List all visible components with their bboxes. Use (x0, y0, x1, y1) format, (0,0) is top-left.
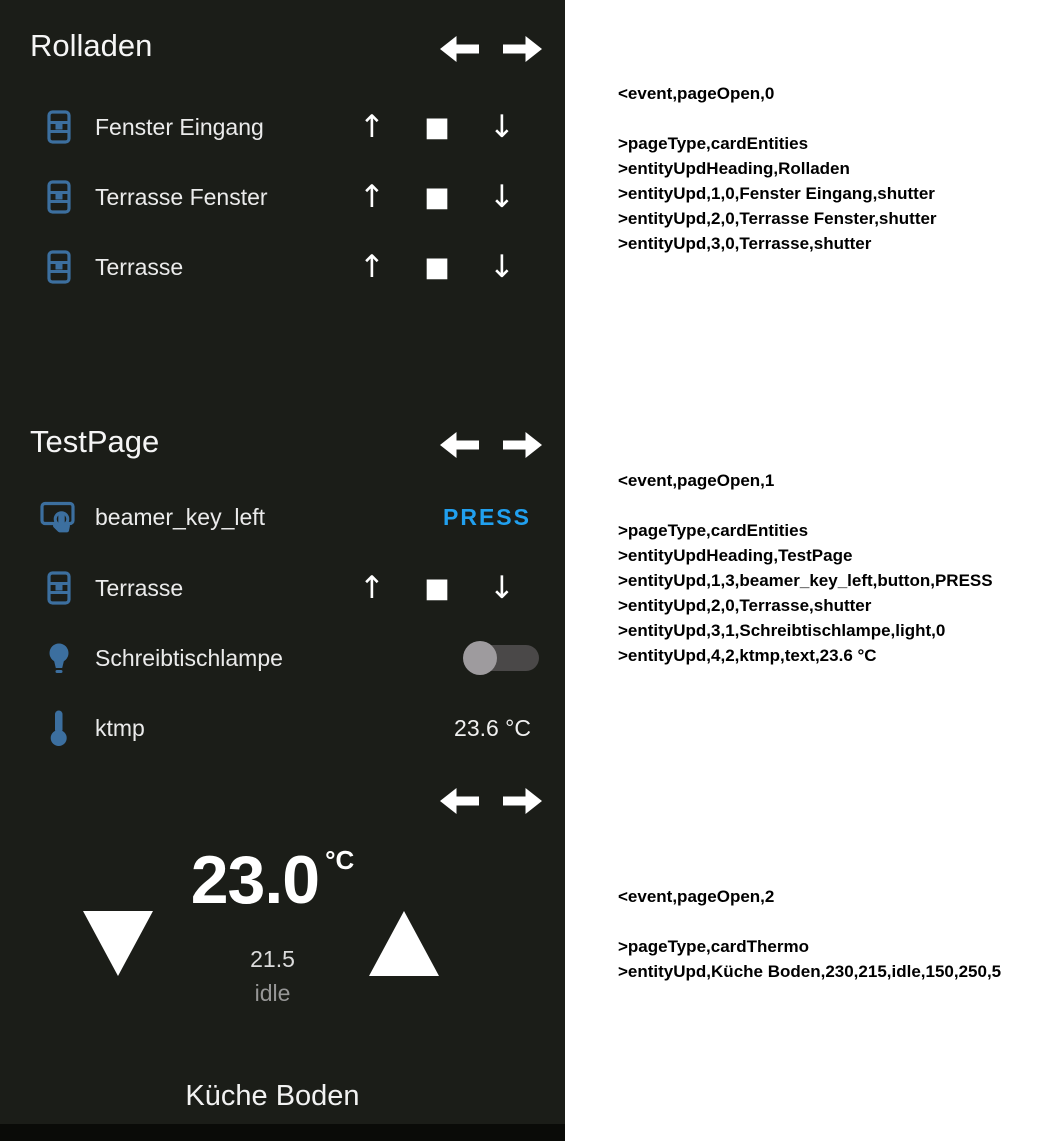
entity-name: Terrasse (95, 574, 184, 601)
shutter-down-button[interactable]: ↓ (489, 179, 515, 215)
page-title: Rolladen (30, 28, 153, 63)
hvac-state: idle (254, 980, 291, 1006)
entity-row-shutter (0, 92, 565, 162)
entity-row-button (0, 482, 565, 552)
nav-prev-button[interactable] (439, 430, 479, 460)
entity-row-text (0, 693, 565, 763)
protocol-line: >entityUpd,1,0,Fenster Eingang,shutter (618, 184, 935, 203)
protocol-line: >entityUpd,4,2,ktmp,text,23.6 °C (618, 646, 877, 665)
window-shutter-icon (34, 92, 84, 162)
current-temperature (0, 842, 545, 918)
protocol-line: >entityUpd,Küche Boden,230,215,idle,150,250,5 (618, 962, 1002, 981)
shutter-stop-button[interactable]: ■ (424, 111, 450, 143)
thermometer-icon (34, 693, 84, 763)
protocol-line: >pageType,cardEntities (618, 521, 809, 540)
shutter-up-button[interactable]: ↑ (359, 109, 385, 145)
entity-row-shutter (0, 162, 565, 232)
protocol-line: <event,pageOpen,0 (618, 84, 775, 103)
shutter-down-button[interactable]: ↓ (489, 109, 515, 145)
shutter-stop-button[interactable]: ■ (424, 181, 450, 213)
window-shutter-icon (34, 162, 84, 232)
entity-value: 23.6 °C (454, 714, 531, 741)
entity-row-shutter (0, 553, 565, 623)
entity-name: ktmp (95, 714, 145, 741)
shutter-stop-button[interactable]: ■ (424, 572, 450, 604)
protocol-line: >pageType,cardEntities (618, 134, 809, 153)
temperature-unit: °C (325, 845, 355, 875)
page-nav (439, 34, 543, 64)
nav-prev-button[interactable] (439, 786, 479, 816)
entity-row-light (0, 623, 565, 693)
entity-name: Schreibtischlampe (95, 644, 283, 671)
shutter-up-button[interactable]: ↑ (359, 570, 385, 606)
protocol-line: >entityUpd,2,0,Terrasse,shutter (618, 596, 872, 615)
protocol-line: >entityUpd,2,0,Terrasse Fenster,shutter (618, 209, 937, 228)
nav-next-button[interactable] (503, 430, 543, 460)
protocol-line (618, 493, 993, 518)
page-nav (439, 430, 543, 460)
protocol-line: >pageType,cardThermo (618, 937, 809, 956)
gesture-tap-button-icon (34, 482, 84, 552)
nav-next-button[interactable] (503, 34, 543, 64)
nav-next-button[interactable] (503, 786, 543, 816)
protocol-line: >entityUpdHeading,Rolladen (618, 159, 850, 178)
entity-name: Fenster Eingang (95, 113, 264, 140)
protocol-line: <event,pageOpen,1 (618, 471, 775, 490)
entity-name: beamer_key_left (95, 503, 266, 530)
protocol-block-page2 (618, 884, 1001, 984)
thermostat-name: Küche Boden (185, 1080, 360, 1112)
protocol-block-page1 (618, 468, 993, 668)
page-title: TestPage (30, 424, 160, 459)
shutter-stop-button[interactable]: ■ (424, 251, 450, 283)
setpoint-temperature: 21.5 (250, 946, 295, 972)
protocol-line: >entityUpd,3,0,Terrasse,shutter (618, 234, 872, 253)
shutter-down-button[interactable]: ↓ (489, 249, 515, 285)
screen-bottom-bar (0, 1124, 565, 1141)
nav-prev-button[interactable] (439, 34, 479, 64)
entity-row-shutter (0, 232, 565, 302)
window-shutter-icon (34, 553, 84, 623)
light-toggle-switch[interactable] (465, 645, 539, 671)
entity-name: Terrasse (95, 253, 184, 280)
protocol-line: >entityUpd,1,3,beamer_key_left,button,PRESS (618, 571, 993, 590)
window-shutter-icon (34, 232, 84, 302)
left-arrow-icon (439, 34, 479, 64)
press-button[interactable]: PRESS (443, 503, 531, 530)
page-nav (439, 786, 543, 816)
current-temperature-value: 23.0 (190, 842, 320, 918)
right-arrow-icon (503, 34, 543, 64)
toggle-knob (463, 641, 497, 675)
shutter-up-button[interactable]: ↑ (359, 249, 385, 285)
shutter-down-button[interactable]: ↓ (489, 570, 515, 606)
left-arrow-icon (439, 786, 479, 816)
protocol-line: >entityUpdHeading,TestPage (618, 546, 853, 565)
protocol-block-page0 (618, 81, 937, 256)
shutter-up-button[interactable]: ↑ (359, 179, 385, 215)
entity-name: Terrasse Fenster (95, 183, 268, 210)
protocol-line (618, 106, 937, 131)
protocol-line (618, 909, 1001, 934)
right-arrow-icon (503, 786, 543, 816)
right-arrow-icon (503, 430, 543, 460)
lightbulb-icon (34, 623, 84, 693)
protocol-line: <event,pageOpen,2 (618, 887, 775, 906)
left-arrow-icon (439, 430, 479, 460)
protocol-line: >entityUpd,3,1,Schreibtischlampe,light,0 (618, 621, 946, 640)
